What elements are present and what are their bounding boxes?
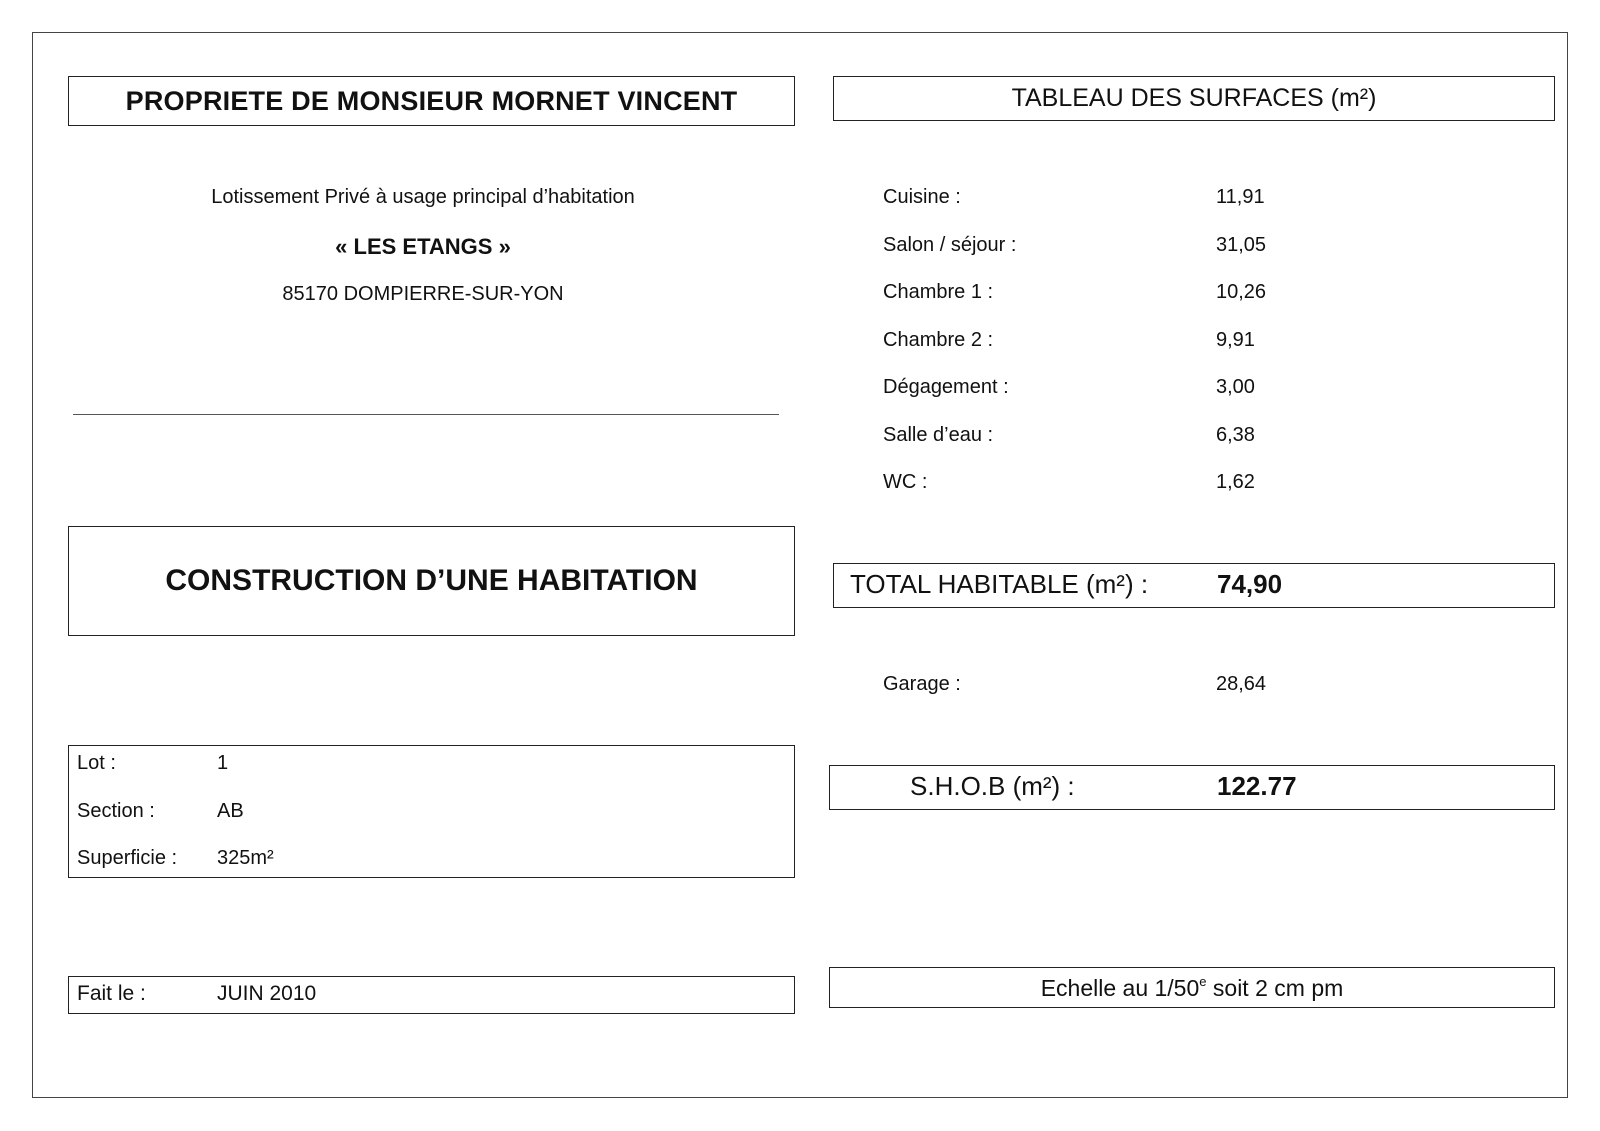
construction-title: CONSTRUCTION D’UNE HABITATION [165,564,698,597]
surface-value: 11,91 [1216,186,1265,208]
surface-label: Chambre 1 : [883,281,994,303]
surface-label: Dégagement : [883,376,1009,398]
superficie-label: Superficie : [77,847,178,869]
date-value: JUIN 2010 [217,982,317,1005]
owner-title-box [68,76,795,126]
owner-title: PROPRIETE DE MONSIEUR MORNET VINCENT [125,85,738,116]
section-value: AB [217,800,244,822]
surface-value: 6,38 [1216,424,1255,446]
surface-value: 10,26 [1216,281,1267,303]
construction-box [68,526,795,636]
address-text: 85170 DOMPIERRE-SUR-YON [282,283,564,305]
shob-value: 122.77 [1217,771,1297,801]
surface-value: 3,00 [1216,376,1255,398]
lot-label: Lot : [77,752,116,774]
total-habitable-label: TOTAL HABITABLE (m²) : [850,569,1149,599]
surface-label: Chambre 2 : [883,329,994,351]
surface-label: WC : [883,471,928,493]
table-title-box [833,76,1555,121]
section-label: Section : [77,800,155,822]
lot-value: 1 [217,752,229,774]
shob-label: S.H.O.B (m²) : [910,771,1075,801]
garage-label: Garage : [883,673,961,695]
surface-value: 31,05 [1216,234,1267,256]
surface-value: 9,91 [1216,329,1255,351]
table-title: TABLEAU DES SURFACES (m²) [1011,84,1377,112]
divider-line [73,414,779,415]
scale-superscript: e [1199,973,1207,989]
shob-box [829,765,1555,810]
scale-text [1041,974,1344,1002]
superficie-value: 325m² [217,847,274,869]
date-label: Fait le : [77,982,146,1005]
surface-value: 1,62 [1216,471,1255,493]
lot-info-box [68,745,795,878]
date-box [68,976,795,1014]
scale-suffix: soit 2 cm pm [1206,974,1344,1001]
surface-label: Salon / séjour : [883,234,1017,256]
total-habitable-value: 74,90 [1217,569,1283,599]
lotissement-name: « LES ETANGS » [335,234,511,259]
scale-prefix: Echelle au 1/50 [1040,974,1200,1001]
surface-label: Salle d’eau : [883,424,994,446]
garage-value: 28,64 [1216,673,1267,695]
scale-box [829,967,1555,1008]
surface-label: Cuisine : [883,186,961,208]
lotissement-text: Lotissement Privé à usage principal d’habitation [211,186,635,208]
total-habitable-box [833,563,1555,608]
